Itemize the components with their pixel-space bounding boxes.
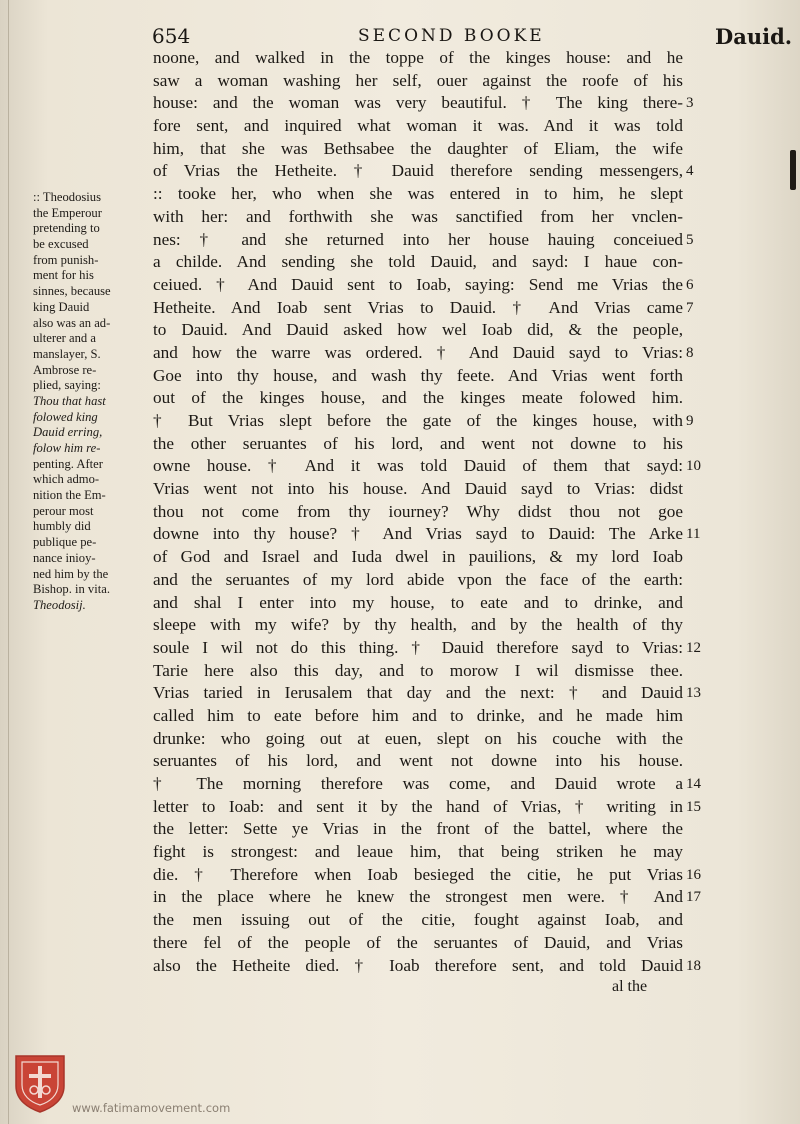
page-number: 654 [152,24,191,48]
verse-number [686,251,716,274]
text-line: and shal I enter into my house, to eate and to drinke, and [153,592,683,612]
text-line: die. † Therefore when Ioab besieged the citie, he put Vrias [153,864,683,884]
text-line: :: tooke her, who when she was entered in to him, he slept [153,184,683,204]
text-line: there fel of the people of the seruantes of Dauid, and Vrias [153,932,683,952]
verse-number: 14 [686,776,701,792]
text-line: ceiued. † And Dauid sent to Ioab, saying: Send me Vrias the [153,274,683,294]
text-line: seruantes of his lord, and went not downe into his house. [153,751,683,771]
footer-url[interactable]: www.fatimamovement.com [72,1101,231,1115]
verse-number [686,705,716,728]
text-line: letter to Ioab: and sent it by the hand of Vrias, † writing in [153,796,683,816]
marginal-note-line: folow him re- [33,441,101,455]
verse-number [686,206,716,229]
text-line: Hetheite. And Ioab sent Vrias to Dauid. † And Vrias came [153,297,683,317]
text-line: nes: † and she returned into her house hauing conceiued [153,229,683,249]
marginal-note-line: king Dauid [33,299,90,314]
marginal-note-line: the Emperour [33,205,102,220]
text-line: soule I wil not do this thing. † Dauid therefore sayd to Vrias: [153,637,683,657]
verse-number [686,433,716,456]
text-line: him, that she was Bethsabee the daughter of Eliam, the wife [153,138,683,158]
verse-number [686,660,716,683]
text-line: out of the kinges house, and the kinges meate folowed him. [153,388,683,408]
verse-number [686,501,716,524]
verse-number: 17 [686,889,701,906]
marginal-note-line: from punish- [33,252,99,267]
marginal-note-line: ned him by the [33,566,109,581]
verse-number: 5 [686,231,694,248]
text-line: drunke: who going out at euen, slept on his couche with the [153,728,683,748]
verse-number [686,569,716,592]
marginal-note-line: publique pe- [33,535,97,550]
marginal-note-line: nition the Em- [33,488,106,503]
gutter-line [8,0,9,1124]
verse-number [686,909,716,932]
verse-number [686,728,716,751]
text-line: and how the warre was ordered. † And Dauid sayd to Vrias: [153,342,683,362]
verse-number [686,387,716,410]
text-line: house: and the woman was very beautiful. † The king there- [153,93,683,113]
verse-number [686,818,716,841]
verse-number [686,365,716,388]
text-line: sleepe with my wife? by thy health, and by the health of thy [153,615,683,635]
marginal-note-line: Dauid erring, [33,425,103,440]
verse-number: 8 [686,344,694,361]
marginal-note-line: :: Theodosius [33,190,101,204]
marginal-note-line: which admo- [33,472,100,487]
verse-number: 18 [686,957,701,974]
marginal-note-line: Thou that hast [33,393,106,408]
marginal-note-line: plied, saying: [33,378,101,393]
text-line: Vrias went not into his house. And Dauid sayd to Vrias: didst [153,479,683,499]
text-line: of Vrias the Hetheite. † Dauid therefore sending messengers, [153,161,683,181]
verse-number [686,478,716,501]
main-text-column [153,47,683,977]
text-line: the men issuing out of the citie, fought against Ioab, and [153,910,683,930]
marginal-note-line: manslayer, S. [33,346,101,361]
text-line: with her: and forthwith she was sanctified from her vnclen- [153,206,683,226]
verse-number [686,932,716,955]
verse-number [686,47,716,70]
marginal-note-line: Theodosij. [33,597,86,612]
verse-number: 3 [686,95,694,112]
verse-number [686,183,716,206]
verse-number [686,592,716,615]
verse-number: 13 [686,685,701,702]
text-line: called him to eate before him and to drinke, and he made him [153,705,683,725]
text-line: the letter: Sette ye Vrias in the front of the battel, where the [153,819,683,839]
text-line: fight is strongest: and leaue him, that being striken he may [153,842,683,862]
text-line: a childe. And sending she told Dauid, and sayd: I haue con- [153,252,683,272]
running-title: SECOND BOOKE [358,26,545,46]
marginal-note-line: penting. After [33,456,103,471]
verse-number [686,138,716,161]
marginal-note [33,190,151,614]
text-line: † But Vrias slept before the gate of the kinges house, with [153,411,683,430]
verse-number: 4 [686,163,694,180]
marginal-note-line: Bishop. in vita. [33,582,110,597]
marginal-note-line: folowed king [33,409,98,424]
verse-number [686,115,716,138]
text-line: owne house. † And it was told Dauid of them that sayd: [153,456,683,476]
text-line: and the seruantes of my lord abide vpon the face of the earth: [153,569,683,589]
text-line: Vrias taried in Ierusalem that day and the next: † and Dauid [153,683,683,703]
verse-number [686,319,716,342]
text-line: in the place where he knew the strongest men were. † And [153,887,683,907]
marginal-note-line: nance inioy- [33,550,96,565]
verse-number [686,614,716,637]
text-line: to Dauid. And Dauid asked how wel Ioab did, & the people, [153,320,683,340]
text-line: the other seruantes of his lord, and went not downe to his [153,433,683,453]
verse-number: 16 [686,866,701,883]
verse-number: 9 [686,413,694,429]
marginal-note-line: perour most [33,503,94,518]
verse-number: 12 [686,639,701,656]
text-line: thou not come from thy iourney? Why didst thou not goe [153,501,683,521]
text-line: saw a woman washing her self, ouer against the roofe of his [153,70,683,90]
verse-number: 15 [686,798,701,815]
marginal-note-line: ment for his [33,268,94,283]
text-line: Tarie here also this day, and to morow I wil dismisse thee. [153,660,683,680]
text-line: fore sent, and inquired what woman it was. And it was told [153,116,683,136]
verse-number: 11 [686,526,701,543]
verse-number: 10 [686,458,701,475]
text-line: noone, and walked in the toppe of the kinges house: and he [153,48,683,67]
page-edge-mark [790,150,796,190]
verse-number: 6 [686,276,694,293]
marginal-note-line: Ambrose re- [33,362,97,377]
text-line: Goe into thy house, and wash thy feete. And Vrias went forth [153,365,683,385]
verse-number [686,841,716,864]
marginal-note-line: be excused [33,237,89,252]
verse-number [686,70,716,93]
verse-number [686,750,716,773]
verse-number-column [686,47,716,977]
marginal-note-line: humbly did [33,519,91,534]
book-name: Dauid. [715,24,793,49]
verse-number: 7 [686,299,694,316]
marginal-note-line: also was an ad- [33,315,111,330]
text-line: † The morning therefore was come, and Dauid wrote a [153,774,683,793]
text-line: of God and Israel and Iuda dwel in pauilions, & my lord Ioab [153,547,683,567]
shield-logo-icon[interactable] [12,1052,68,1114]
marginal-note-line: pretending to [33,221,100,236]
text-line: also the Hetheite died. † Ioab therefore sent, and told Dauid [153,955,683,975]
marginal-note-line: ulterer and a [33,331,96,346]
catchword: al the [612,978,648,995]
text-line: downe into thy house? † And Vrias sayd to Dauid: The Arke [153,524,683,544]
verse-number [686,546,716,569]
marginal-note-line: sinnes, because [33,284,111,299]
